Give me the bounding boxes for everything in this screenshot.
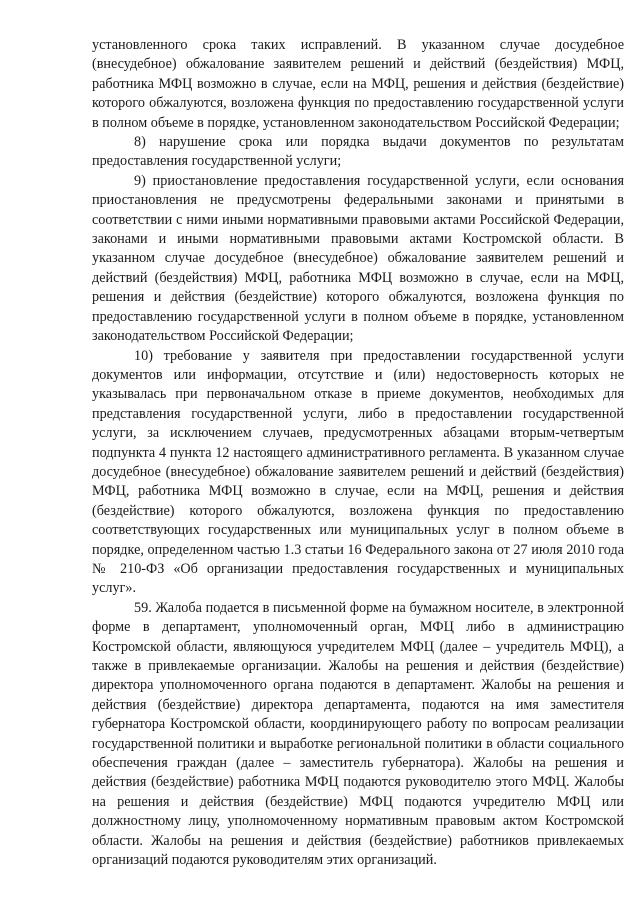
paragraph-item-10: 10) требование у заявителя при предоставлении государственной услуги документов или информации, отсутствие и (или) недостоверность которых не указывалась при первоначальном отказе в приеме документов, необходимых для представления государственной услуги, либо в предоставлении государственной услуги, за исключением случаев, предусмотренных абзацами вторым-четвертым подпункта 4 пункта 12 настоящего административного регламента. В указанном случае досудебное (внесудебное) обжалование заявителем решений и действий (бездействия) МФЦ, работника МФЦ возможно в случае, если на МФЦ, решения и действия (бездействие) которого обжалуются, возложена функция по предоставлению соответствующих государственных или муниципальных услуг в полном объеме в порядке, определенном частью 1.3 статьи 16 Федерального закона от 27 июля 2010 года № 210-ФЗ «Об организации предоставления государственных и муниципальных услуг». bbox=[92, 347, 624, 597]
paragraph-item-9: 9) приостановление предоставления государственной услуги, если основания приостановления не предусмотрены федеральными законами и принятыми в соответствии с ними иными нормативными правовыми актами Российской Федерации, законами и иными нормативными правовыми актами Костромской области. В указанном случае досудебное (внесудебное) обжалование заявителем решений и действий (бездействия) МФЦ, работника МФЦ возможно в случае, если на МФЦ, решения и действия (бездействие) которого обжалуются, возложена функция по предоставлению государственной услуги в полном объеме в порядке, установленном законодательством Российской Федерации; bbox=[92, 172, 624, 345]
paragraph-item-8: 8) нарушение срока или порядка выдачи документов по результатам предоставления государственной услуги; bbox=[92, 134, 624, 170]
paragraph-clause-59: 59. Жалоба подается в письменной форме на бумажном носителе, в электронной форме в департамент, уполномоченный орган, МФЦ либо в администрацию Костромской области, являющуюся учредителем МФЦ (далее – учредитель МФЦ), а также в привлекаемые организации. Жалобы на решения и действия (бездействие) директора уполномоченного органа подаются в департамент. Жалобы на решения и действия (бездействие) директора департамента, подаются на имя заместителя губернатора Костромской области, координирующего работу по вопросам реализации государственной политики и выработке региональной политики в области социального обеспечения граждан (далее – заместитель губернатора). Жалобы на решения и действия (бездействие) работника МФЦ подаются руководителю этого МФЦ. Жалобы на решения и действия (бездействие) МФЦ подаются учредителю МФЦ или должностному лицу, уполномоченному нормативным правовым актом Костромской области. Жалобы на решения и действия (бездействие) работников привлекаемых организаций подаются руководителям этих организаций. bbox=[92, 599, 624, 869]
document-page bbox=[92, 36, 624, 870]
paragraph-continuation: установленного срока таких исправлений. В указанном случае досудебное (внесудебное) обжалование заявителем решений и действий (бездействия) МФЦ, работника МФЦ возможно в случае, если на МФЦ, решения и действия (бездействие) которого обжалуются, возложена функция по предоставлению государственной услуги в полном объеме в порядке, установленном законодательством Российской Федерации; bbox=[92, 37, 624, 131]
